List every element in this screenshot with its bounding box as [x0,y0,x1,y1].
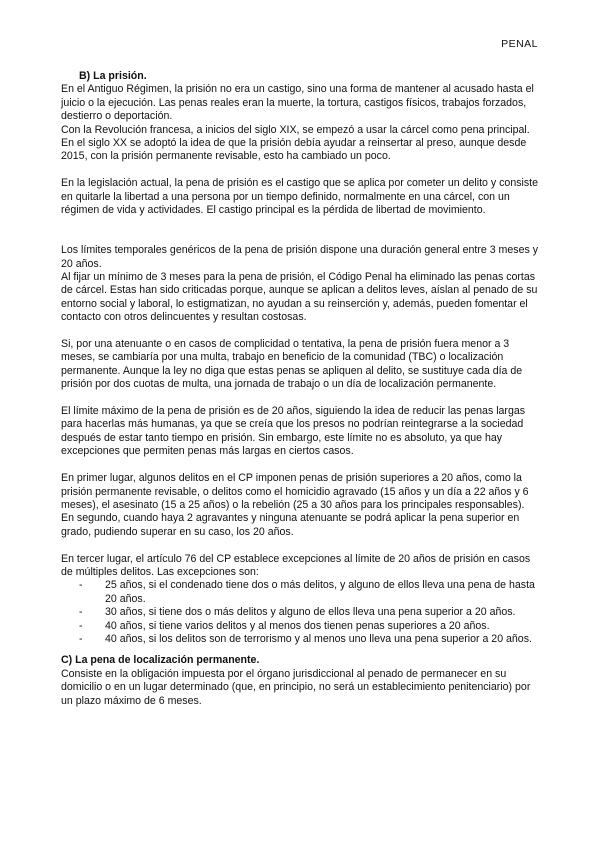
paragraph-revolucion-francesa: Con la Revolución francesa, a inicios del siglo XIX, se empezó a usar la cárcel como pena principal. En el siglo XX se adoptó la idea de que la prisión debía ayudar a reinsertar al preso, aunque desde 2015, con la prisión permanente revisable, esto ha cambiado un poco. [61,123,530,163]
list-item: - 40 años, si tiene varios delitos y al menos dos tienen penas superiores a 20 años. [61,620,539,633]
paragraph-limites-temporales: Los límites temporales genéricos de la pena de prisión dispone una duración general entre 3 meses y 20 años. [61,244,539,270]
paragraph-antiguo-regimen: En el Antiguo Régimen, la prisión no era un castigo, sino una forma de mantener al acusado hasta el juicio o la ejecución. Las penas reales eran la muerte, la tortura, castigos físicos, trabajos forzados, destierro o deportación. [61,83,534,123]
paragraph-tercer-lugar: En tercer lugar, el artículo 76 del CP establece excepciones al límite de 20 años de prisión en casos de múltiples delitos. Las excepciones son: [61,552,531,578]
paragraph-limite-maximo: El límite máximo de la pena de prisión es de 20 años, siguiendo la idea de reducir las penas largas para hacerlas más humanas, ya que se creía que los presos no podrían reintegrarse a la sociedad después de estar tanto tiempo en prisión. Sin embargo, este límite no es absoluto, ya que hay excepciones que permiten penas más largas en ciertos casos. [61,405,526,458]
list-item: - 30 años, si tiene dos o más delitos y alguno de ellos lleva una pena superior a 20 años. [61,606,539,619]
document-body [61,70,539,708]
paragraph-atenuante: Si, por una atenuante o en casos de complicidad o tentativa, la pena de prisión fuera menor a 3 meses, se cambiaría por una multa, trabajo en beneficio de la comunidad (TBC) o localización permanente. Aunque la ley no diga que estas penas se apliquen al delito, se sustituye cada día de prisión por dos cuotas de multa, una jornada de trabajo o un día de localización permanente. [61,338,523,391]
paragraph-legislacion-actual: En la legislación actual, la pena de prisión es el castigo que se aplica por cometer un delito y consiste en quitarle la libertad a una persona por un tiempo definido, normalmente en una cárcel, con un régimen de vida y actividades. El castigo principal es la pérdida de libertad de movimiento. [61,177,538,217]
list-item: - 25 años, si el condenado tiene dos o más delitos, y alguno de ellos lleva una pena de hasta 20 años. [61,579,539,606]
paragraph-localizacion-permanente: Consiste en la obligación impuesta por el órgano jurisdiccional al penado de permanecer en su domicilio o en un lugar determinado (que, en principio, no será un establecimiento penitenciario) por un plazo máximo de 6 meses. [61,667,531,707]
list-item: - 40 años, si los delitos son de terrorismo y al menos uno lleva una pena superior a 20 años. [61,633,539,646]
page-header: PENAL [501,38,538,50]
paragraph-segundo-lugar: En segundo, cuando haya 2 agravantes y ninguna atenuante se podrá aplicar la pena superior en grado, pudiendo superar en su caso, los 20 años. [61,512,520,538]
paragraph-minimo-tres-meses: Al fijar un mínimo de 3 meses para la pena de prisión, el Código Penal ha eliminado las penas cortas de cárcel. Estas han sido criticadas porque, aunque se aplican a delitos leves, aíslan al penado de su entorno social y laboral, lo estigmatizan, no ayudan a su reinserción y, además, pueden fomentar el contacto con otros delincuentes y resultan costosas. [61,271,538,324]
exceptions-list [61,579,539,646]
section-b-heading: B) La prisión. [79,70,147,82]
section-c-heading: C) La pena de localización permanente. [61,654,260,667]
paragraph-primer-lugar: En primer lugar, algunos delitos en el CP imponen penas de prisión superiores a 20 años, como la prisión permanente revisable, o delitos como el homicidio agravado (15 años y un día a 22 años y 6 meses), el asesinato (15 a 25 años) o la rebelión (25 a 30 años para los principales responsables). [61,472,529,511]
